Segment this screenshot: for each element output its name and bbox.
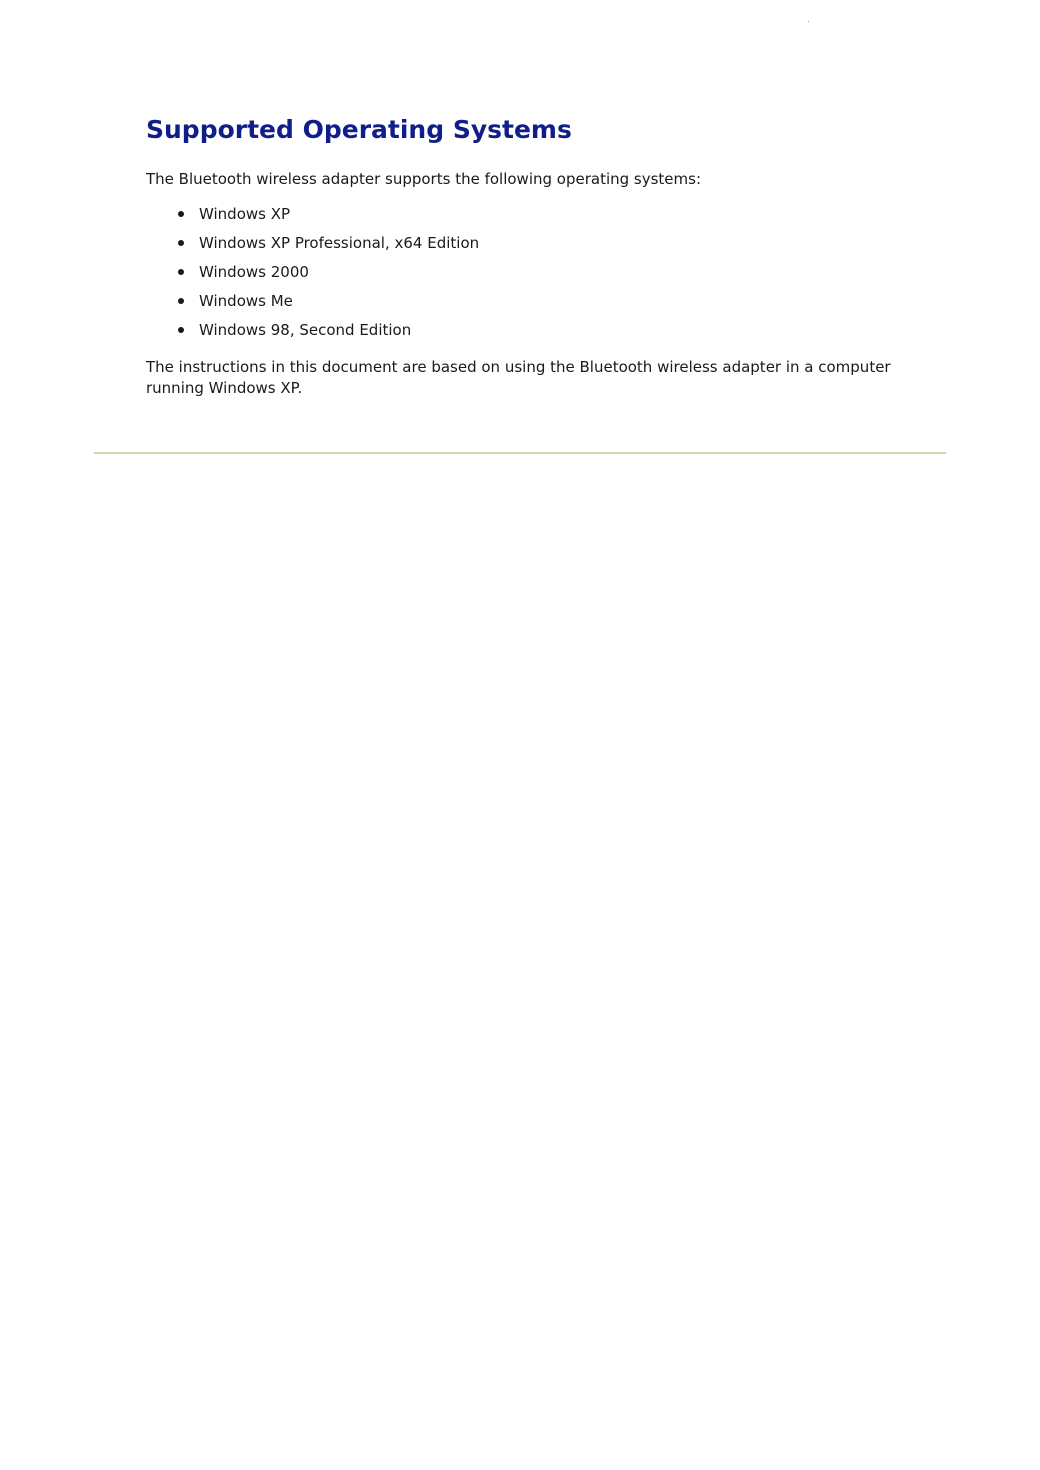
list-item: [178, 319, 906, 341]
scan-speck: [808, 21, 809, 22]
list-item-label: Windows 98, Second Edition: [199, 321, 412, 339]
operating-systems-list: [146, 203, 906, 341]
bullet-icon: [178, 240, 184, 246]
horizontal-divider: [94, 452, 946, 454]
list-item-label: Windows XP: [199, 205, 291, 223]
list-item: [178, 290, 906, 312]
intro-paragraph: The Bluetooth wireless adapter supports the following operating systems:: [146, 170, 702, 188]
bullet-icon: [178, 269, 184, 275]
list-item: [178, 261, 906, 283]
closing-paragraph: The instructions in this document are based on using the Bluetooth wireless adapter in a computer running Windows XP.: [146, 358, 891, 397]
list-item: [178, 232, 906, 254]
list-item-label: Windows Me: [199, 292, 293, 310]
list-item-label: Windows XP Professional, x64 Edition: [199, 234, 480, 252]
document-content: [146, 112, 906, 399]
bullet-icon: [178, 327, 184, 333]
bullet-icon: [178, 211, 184, 217]
list-item: [178, 203, 906, 225]
page-title: Supported Operating Systems: [146, 115, 572, 144]
list-item-label: Windows 2000: [199, 263, 309, 281]
bullet-icon: [178, 298, 184, 304]
